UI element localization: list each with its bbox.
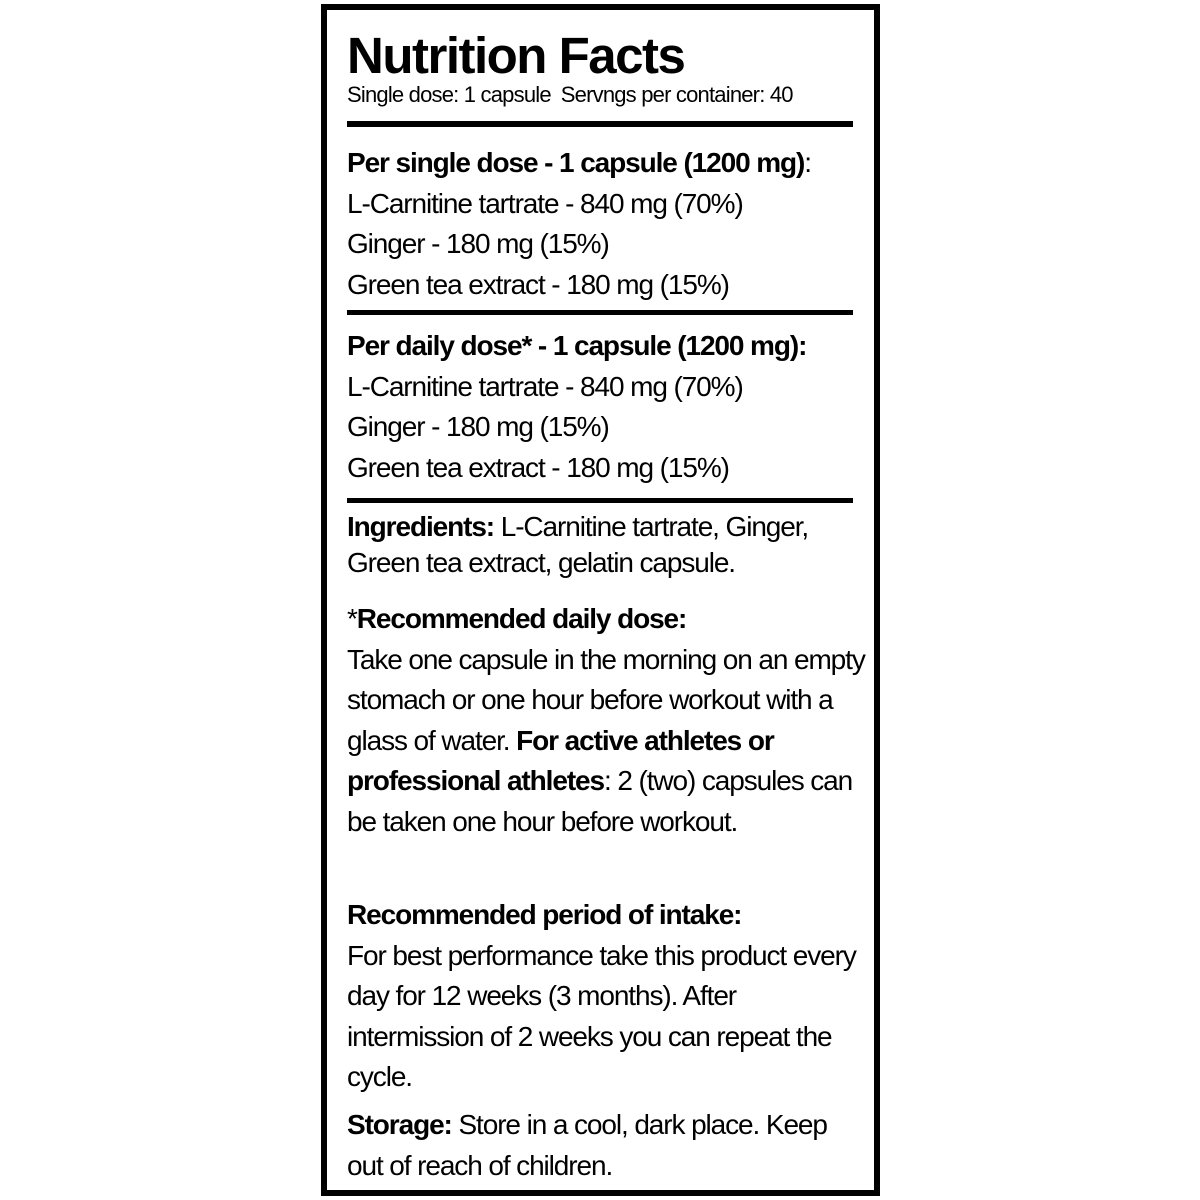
intake-period-text: For best performance take this product every day for 12 weeks (3 months). After intermission of 2 weeks you can repeat the cycle. [347,939,856,1092]
recommended-dose-heading: Recommended daily dose: [356,603,687,634]
daily-dose-item: L-Carnitine tartrate - 840 mg (70%) [347,370,743,402]
single-dose-heading: Per single dose - 1 capsule (1200 mg) [347,147,805,178]
recommended-dose-asterisk: * [347,603,357,634]
single-dose-item: L-Carnitine tartrate - 840 mg (70%) [347,187,743,219]
single-dose-heading-line [347,143,867,184]
single-dose-info: Single dose: 1 capsule [347,82,551,107]
thick-divider [347,121,853,127]
recommended-dose-text: Take one capsule in the morning on an empty stomach or one hour before workout with a glass of water. [347,643,865,756]
single-dose-item: Green tea extract - 180 mg (15%) [347,268,729,300]
athletes-dose-text: : 2 (two) capsules can be taken one hour before workout. [347,765,853,837]
nutrition-facts-label [321,4,880,1196]
servings-per-container: Servngs per container: 40 [560,82,793,107]
daily-dose-heading: Per daily dose* - 1 capsule (1200 mg): [347,330,807,361]
ingredients-text: L-Carnitine tartrate, Ginger, Green tea extract, gelatin capsule. [347,511,809,578]
athletes-bold-text: For active athletes or professional athletes [347,724,774,796]
storage-label: Storage: [347,1109,452,1140]
section-divider [347,498,853,503]
daily-dose-section [347,326,867,488]
daily-dose-item: Green tea extract - 180 mg (15%) [347,451,729,483]
section-divider [347,310,853,315]
serving-info [347,80,793,110]
ingredients-label: Ingredients: [347,511,495,542]
intake-period-heading: Recommended period of intake: [347,899,742,930]
single-dose-section [347,143,867,305]
single-dose-heading-suffix: : [804,147,811,178]
storage-text: Store in a cool, dark place. Keep out of reach of children. [347,1109,827,1181]
label-title: Nutrition Facts [347,27,685,84]
storage-section [347,1105,867,1186]
ingredients-section [347,509,867,581]
recommended-dose-section [347,599,867,842]
daily-dose-item: Ginger - 180 mg (15%) [347,411,609,442]
intake-period-section [347,895,867,1098]
single-dose-item: Ginger - 180 mg (15%) [347,228,609,259]
